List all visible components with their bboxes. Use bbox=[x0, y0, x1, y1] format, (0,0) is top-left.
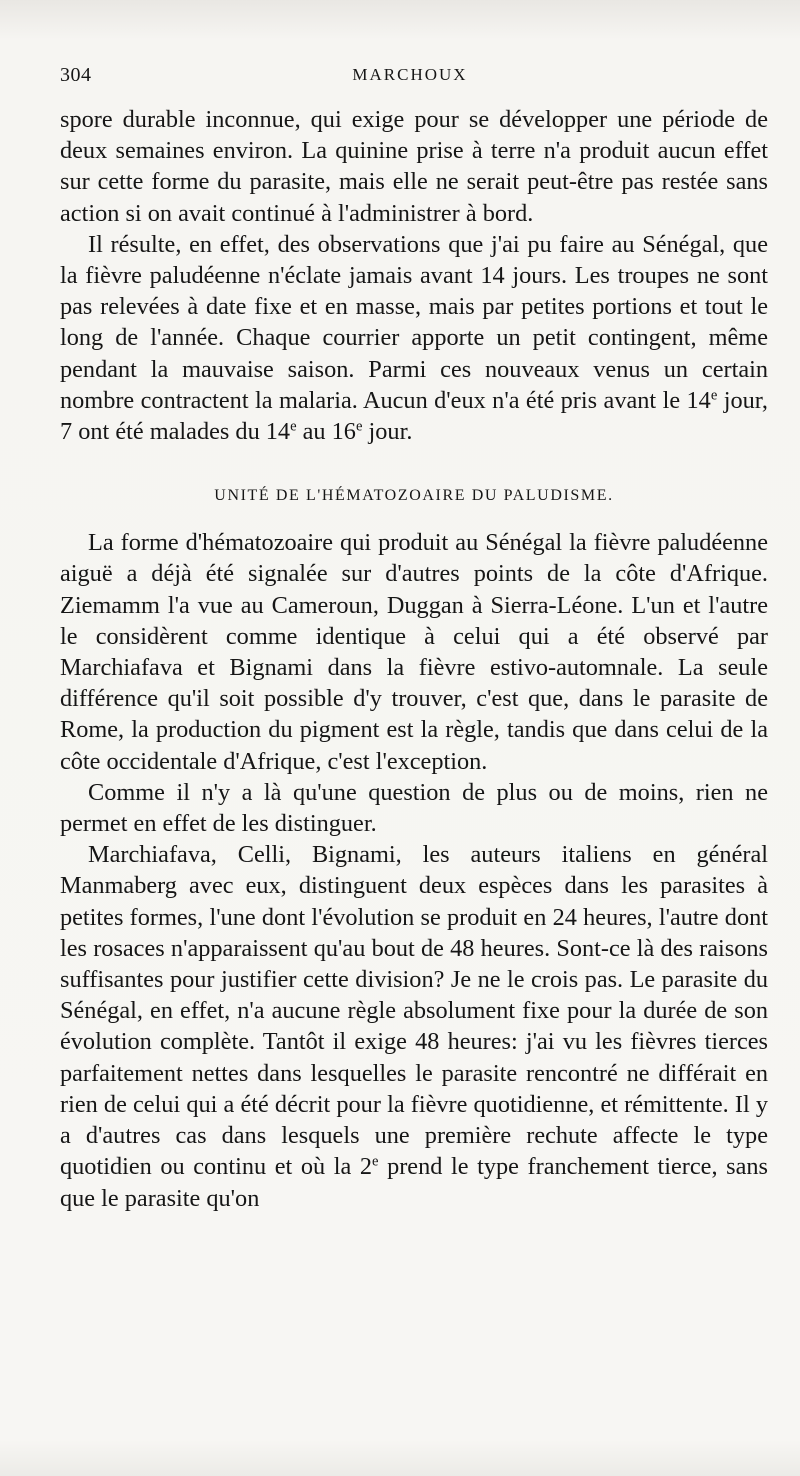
paragraph-continuation: spore durable inconnue, qui exige pour se développer une période de deux semaines environ. La quinine prise à terre n'a produit aucun effet sur cette forme du parasite, mais elle ne serait peut-être pas restée sans action si on avait continué à l'administrer à bord. bbox=[60, 106, 768, 227]
paragraph-text: au 16 bbox=[296, 418, 356, 446]
paragraph-text: prend le type franchement tierce, sans que le parasite qu'on bbox=[60, 1153, 768, 1212]
paragraph-text: Il résulte, en effet, des observations que j'ai pu faire au Sénégal, que la fièvre paludéenne n'éclate jamais avant 14 jours. Les troupes ne sont pas relevées à date fixe et en masse, mais par petites portions et tout le long de l'année. Chaque courrier apporte un petit contingent, même pendant la mauvaise saison. Parmi ces nouveaux venus un certain nombre contractent la malaria. Aucun d'eux n'a été pris avant le 14 bbox=[60, 230, 768, 414]
ordinal-superscript: e bbox=[710, 387, 718, 404]
page-body bbox=[60, 104, 768, 1214]
ordinal-superscript: e bbox=[372, 1153, 379, 1170]
paragraph-italian-authors bbox=[60, 839, 768, 1213]
section-heading: UNITÉ DE L'HÉMATOZOAIRE DU PALUDISME. bbox=[214, 487, 614, 505]
paragraph-question: Comme il n'y a là qu'une question de plus ou de moins, rien ne permet en effet de les distinguer. bbox=[60, 778, 768, 838]
paragraph-hematozoaire-form: La forme d'hématozoaire qui produit au Sénégal la fièvre paludéenne aiguë a déjà été signalée sur d'autres points de la côte d'Afrique. Ziemamm l'a vue au Cameroun, Duggan à Sierra-Léone. L'un et l'autre le considèrent comme identique à celui qui a été observé par Marchiafava et Bignami dans la fièvre estivo-automnale. La seule différence qu'il soit possible d'y trouver, c'est que, dans le parasite de Rome, la production du pigment est la règle, tandis que dans celui de la côte occidentale d'Afrique, c'est l'exception. bbox=[60, 529, 768, 775]
paragraph-text: jour. bbox=[362, 418, 413, 446]
running-head: MARCHOUX bbox=[352, 65, 468, 84]
paragraph-text: jour, 7 ont été malades du 14 bbox=[60, 386, 768, 446]
paragraph-text: Marchiafava, Celli, Bignami, les auteurs italiens en général Manmaberg avec eux, distinguent deux espèces dans les parasites à petites formes, l'une dont l'évolution se produit en 24 heures, l'autre dont les rosaces n'apparaissent qu'au bout de 48 heures. Sont-ce là des raisons suffisantes pour justifier cette division? Je ne le crois pas. Le parasite du Sénégal, en effet, n'a aucune règle absolument fixe pour la durée de son évolution complète. Tantôt il exige 48 heures: j'ai vu les fièvres tierces parfaitement nettes dans lesquelles le parasite rencontré ne différait en rien de celui qui a été décrit pour la fièvre quotidienne, et rémittente. Il y a d'autres cas dans lesquels une première rechute affecte le type quotidien ou continu et où la 2 bbox=[60, 841, 768, 1181]
page-header bbox=[60, 64, 760, 94]
ordinal-superscript: e bbox=[355, 418, 363, 435]
page-number: 304 bbox=[60, 64, 92, 86]
ordinal-superscript: e bbox=[290, 418, 297, 435]
paragraph-senegal-observations bbox=[60, 229, 768, 447]
